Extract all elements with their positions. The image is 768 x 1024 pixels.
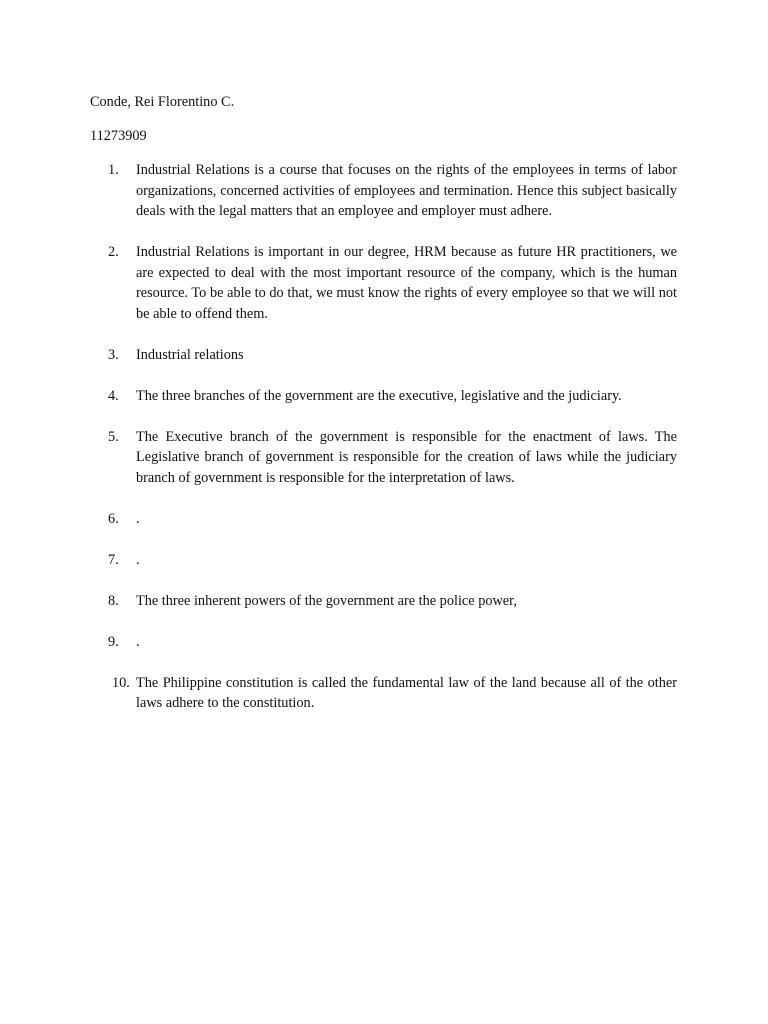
answer-text: Industrial Relations is important in our degree, HRM because as future HR practitioners, we are expected to deal with the most important resource of the company, which is the human resource. To be able to do that, we must know the rights of every employee so that we will not be able to offend them. <box>136 244 677 322</box>
answer-text: . <box>136 633 140 650</box>
answer-number: 5. <box>108 428 119 445</box>
answer-text: The three inherent powers of the government are the police power, <box>136 592 517 609</box>
answer-item-5 <box>0 427 768 489</box>
answer-item-3 <box>0 345 768 366</box>
answer-number: 8. <box>108 592 119 609</box>
answer-text: . <box>136 551 140 568</box>
answer-number: 6. <box>108 510 119 527</box>
answer-number: 9. <box>108 633 119 650</box>
answer-item-8 <box>0 591 768 612</box>
answer-number: 1. <box>108 162 119 178</box>
author-name: Conde, Rei Florentino C. <box>90 94 235 110</box>
answer-text: The Philippine constitution is called the fundamental law of the land because all of the other laws adhere to the constitution. <box>136 674 677 711</box>
answer-text: . <box>136 510 140 527</box>
answer-item-6 <box>0 509 768 530</box>
answer-number: 4. <box>108 387 119 404</box>
answer-item-7 <box>0 550 768 571</box>
student-id: 11273909 <box>90 128 147 144</box>
answer-number: 10. <box>112 674 130 691</box>
answer-text: Industrial relations <box>136 346 244 363</box>
answer-number: 2. <box>108 244 119 260</box>
answer-text: The three branches of the government are the executive, legislative and the judiciary. <box>136 387 622 404</box>
answer-item-9 <box>0 632 768 653</box>
answer-list <box>0 160 768 734</box>
answer-item-2 <box>0 242 768 324</box>
answer-item-1 <box>0 160 768 222</box>
answer-item-10 <box>0 673 768 714</box>
answer-number: 3. <box>108 346 119 363</box>
answer-item-4 <box>0 386 768 407</box>
answer-text: Industrial Relations is a course that focuses on the rights of the employees in terms of labor organizations, concerned activities of employees and termination. Hence this subject basically deals with the legal matters that an employee and employer must adhere. <box>136 162 677 219</box>
answer-text: The Executive branch of the government is responsible for the enactment of laws. The Legislative branch of government is responsible for the creation of laws while the judiciary branch of government is responsible for the interpretation of laws. <box>136 428 677 486</box>
answer-number: 7. <box>108 551 119 568</box>
